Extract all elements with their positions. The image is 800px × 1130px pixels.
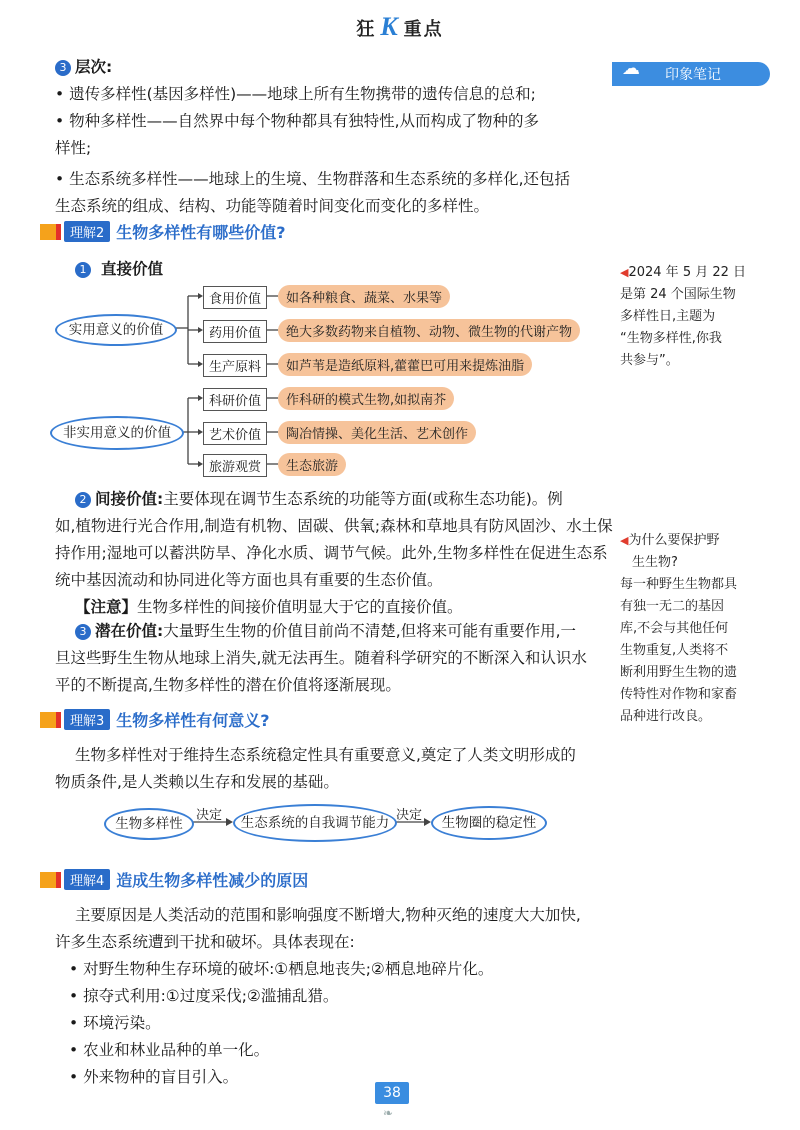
self-regulation-node: 生态系统的自我调节能力 bbox=[233, 804, 397, 842]
bullet-icon: • bbox=[69, 1041, 84, 1059]
bullet-icon: • bbox=[55, 85, 70, 103]
note-line: 是第 24 个国际生物 bbox=[620, 287, 736, 302]
note-line: 共参与”。 bbox=[620, 353, 679, 368]
number-badge: 1 bbox=[75, 262, 91, 278]
leaf-icon: ❧ bbox=[383, 1106, 394, 1120]
number-badge: 3 bbox=[55, 60, 71, 76]
biodiversity-node: 生物多样性 bbox=[104, 808, 194, 840]
bullet-icon: • bbox=[55, 170, 70, 188]
section-4-heading bbox=[40, 868, 308, 892]
text-line: 许多生态系统遭到干扰和破坏。具体表现在: bbox=[55, 933, 355, 951]
section-tag: 理解3 bbox=[64, 709, 110, 730]
text-line: 持作用;湿地可以蓄洪防旱、净化水质、调节气候。此外,生物多样性在促进生态系 bbox=[55, 544, 608, 562]
level-item: 物种多样性——自然界中每个物种都具有独特性,从而构成了物种的多 bbox=[69, 112, 540, 130]
causes-section bbox=[55, 902, 615, 1091]
sidebar-title: 印象笔记 bbox=[665, 67, 721, 83]
triangle-icon: ◀ bbox=[620, 534, 629, 547]
text-line: 大量野生生物的价值目前尚不清楚,但将来可能有重要作用,一 bbox=[163, 622, 577, 640]
text-line: 平的不断提高,生物多样性的潜在价值将逐渐展现。 bbox=[55, 676, 401, 694]
attention-text: 生物多样性的间接价值明显大于它的直接价值。 bbox=[137, 598, 463, 616]
value-box: 旅游观赏 bbox=[203, 454, 267, 477]
nonpractical-value-node: 非实用意义的价值 bbox=[50, 416, 184, 450]
bullet-icon: • bbox=[69, 1014, 84, 1032]
cause-item: 掠夺式利用:①过度采伐;②滥捕乱猎。 bbox=[83, 987, 339, 1005]
note-line: 传特性对作物和家畜 bbox=[620, 687, 738, 702]
number-badge: 2 bbox=[75, 492, 91, 508]
level-item: 生态系统多样性——地球上的生境、生物群落和生态系统的多样化,还包括 bbox=[69, 170, 571, 188]
note-line: 2024 年 5 月 22 日 bbox=[628, 265, 747, 280]
direct-value-label: 直接价值 bbox=[101, 260, 164, 278]
side-note-2 bbox=[620, 530, 780, 728]
levels-title: 层次: bbox=[75, 58, 113, 76]
value-box: 生产原料 bbox=[203, 354, 267, 377]
note-line: 库,不会与其他任何 bbox=[620, 621, 729, 636]
text-line: 物质条件,是人类赖以生存和发展的基础。 bbox=[55, 773, 339, 791]
note-line: 断利用野生生物的遗 bbox=[620, 665, 738, 680]
page-number: 38 bbox=[375, 1082, 409, 1104]
note-line: 每一种野生生物都具 bbox=[620, 577, 738, 592]
header-right: 重点 bbox=[403, 19, 444, 40]
section-title: 生物多样性有何意义? bbox=[116, 711, 270, 730]
value-desc: 作科研的模式生物,如拟南芥 bbox=[278, 387, 454, 410]
cause-item: 对野生物种生存环境的破坏:①栖息地丧失;②栖息地碎片化。 bbox=[83, 960, 494, 978]
section-tag: 理解4 bbox=[64, 869, 110, 890]
number-badge: 3 bbox=[75, 624, 91, 640]
section-tag: 理解2 bbox=[64, 221, 110, 242]
level-item: 遗传多样性(基因多样性)——地球上所有生物携带的遗传信息的总和; bbox=[69, 85, 536, 103]
text-line: 如,植物进行光合作用,制造有机物、固碳、供氧;森林和草地具有防风固沙、水土保 bbox=[55, 517, 613, 535]
value-box: 食用价值 bbox=[203, 286, 267, 309]
biosphere-stability-node: 生物圈的稳定性 bbox=[431, 806, 547, 840]
value-desc: 陶冶情操、美化生活、艺术创作 bbox=[278, 421, 476, 444]
bullet-icon: • bbox=[69, 1068, 84, 1086]
value-box: 艺术价值 bbox=[203, 422, 267, 445]
note-line: “生物多样性,你我 bbox=[620, 331, 722, 346]
triangle-icon: ◀ bbox=[620, 266, 629, 279]
text-line: 旦这些野生生物从地球上消失,就无法再生。随着科学研究的不断深入和认识水 bbox=[55, 649, 587, 667]
cause-item: 农业和林业品种的单一化。 bbox=[83, 1041, 270, 1059]
value-desc: 绝大多数药物来自植物、动物、微生物的代谢产物 bbox=[278, 319, 580, 342]
potential-value-title: 潜在价值: bbox=[95, 622, 164, 640]
level-item: 样性; bbox=[55, 139, 92, 157]
determine-label: 决定 bbox=[196, 808, 223, 823]
determine-label: 决定 bbox=[396, 808, 423, 823]
cause-item: 环境污染。 bbox=[83, 1014, 161, 1032]
note-line: 生生物? bbox=[632, 555, 678, 570]
value-desc: 如各种粮食、蔬菜、水果等 bbox=[278, 285, 450, 308]
section-title: 造成生物多样性减少的原因 bbox=[116, 871, 309, 890]
header-left: 狂 bbox=[356, 19, 377, 40]
note-line: 品种进行改良。 bbox=[620, 709, 712, 724]
value-box: 药用价值 bbox=[203, 320, 267, 343]
text-line: 生物多样性对于维持生态系统稳定性具有重要意义,奠定了人类文明形成的 bbox=[75, 746, 576, 764]
value-desc: 生态旅游 bbox=[278, 453, 346, 476]
attention-label: 【注意】 bbox=[75, 598, 138, 616]
value-box: 科研价值 bbox=[203, 388, 267, 411]
cause-item: 外来物种的盲目引入。 bbox=[83, 1068, 239, 1086]
bullet-icon: • bbox=[69, 987, 84, 1005]
book-icon bbox=[40, 872, 61, 888]
value-desc: 如芦苇是造纸原料,藿藿巴可用来提炼油脂 bbox=[278, 353, 532, 376]
text-line: 统中基因流动和协同进化等方面也具有重要的生态价值。 bbox=[55, 571, 443, 589]
level-item: 生态系统的组成、结构、功能等随着时间变化而变化的多样性。 bbox=[55, 197, 490, 215]
text-line: 主要原因是人类活动的范围和影响强度不断增大,物种灭绝的速度大大加快, bbox=[75, 906, 581, 924]
bullet-icon: • bbox=[69, 960, 84, 978]
bullet-icon: • bbox=[55, 112, 70, 130]
practical-value-node: 实用意义的价值 bbox=[55, 314, 177, 346]
text-line: 主要体现在调节生态系统的功能等方面(或称生态功能)。例 bbox=[163, 490, 563, 508]
cloud-icon: ☁ bbox=[622, 58, 640, 79]
section-title: 生物多样性有哪些价值? bbox=[116, 223, 286, 242]
side-note-1 bbox=[620, 262, 780, 372]
note-line: 为什么要保护野 bbox=[628, 533, 720, 548]
indirect-value-title: 间接价值: bbox=[95, 490, 164, 508]
note-line: 有独一无二的基因 bbox=[620, 599, 725, 614]
note-line: 多样性日,主题为 bbox=[620, 309, 716, 324]
header-k-logo: K bbox=[380, 12, 400, 41]
note-line: 生物重复,人类将不 bbox=[620, 643, 729, 658]
